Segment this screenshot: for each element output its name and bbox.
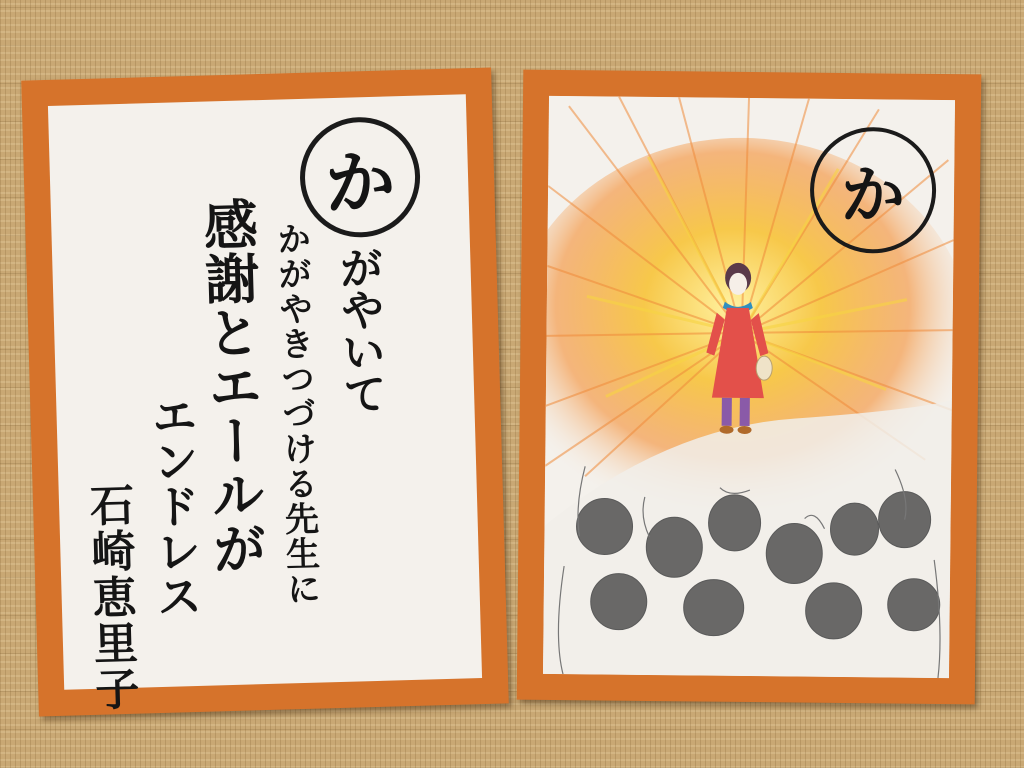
- poem-line-3: 感謝とエールが: [194, 196, 269, 576]
- reading-card: [21, 68, 509, 717]
- picture-card: [517, 70, 982, 705]
- poem-line-1: がやいて: [330, 244, 387, 415]
- reading-card-kana-circle: か: [298, 116, 421, 239]
- picture-card-paper: [543, 96, 955, 678]
- author-signature: 石崎恵里子: [81, 481, 139, 714]
- poem-line-2: かがやきつづける先生に: [270, 220, 321, 607]
- reading-card-paper: [48, 94, 482, 714]
- picture-card-kana-circle: か: [809, 127, 936, 254]
- poem-line-4: エンドレス: [143, 391, 205, 619]
